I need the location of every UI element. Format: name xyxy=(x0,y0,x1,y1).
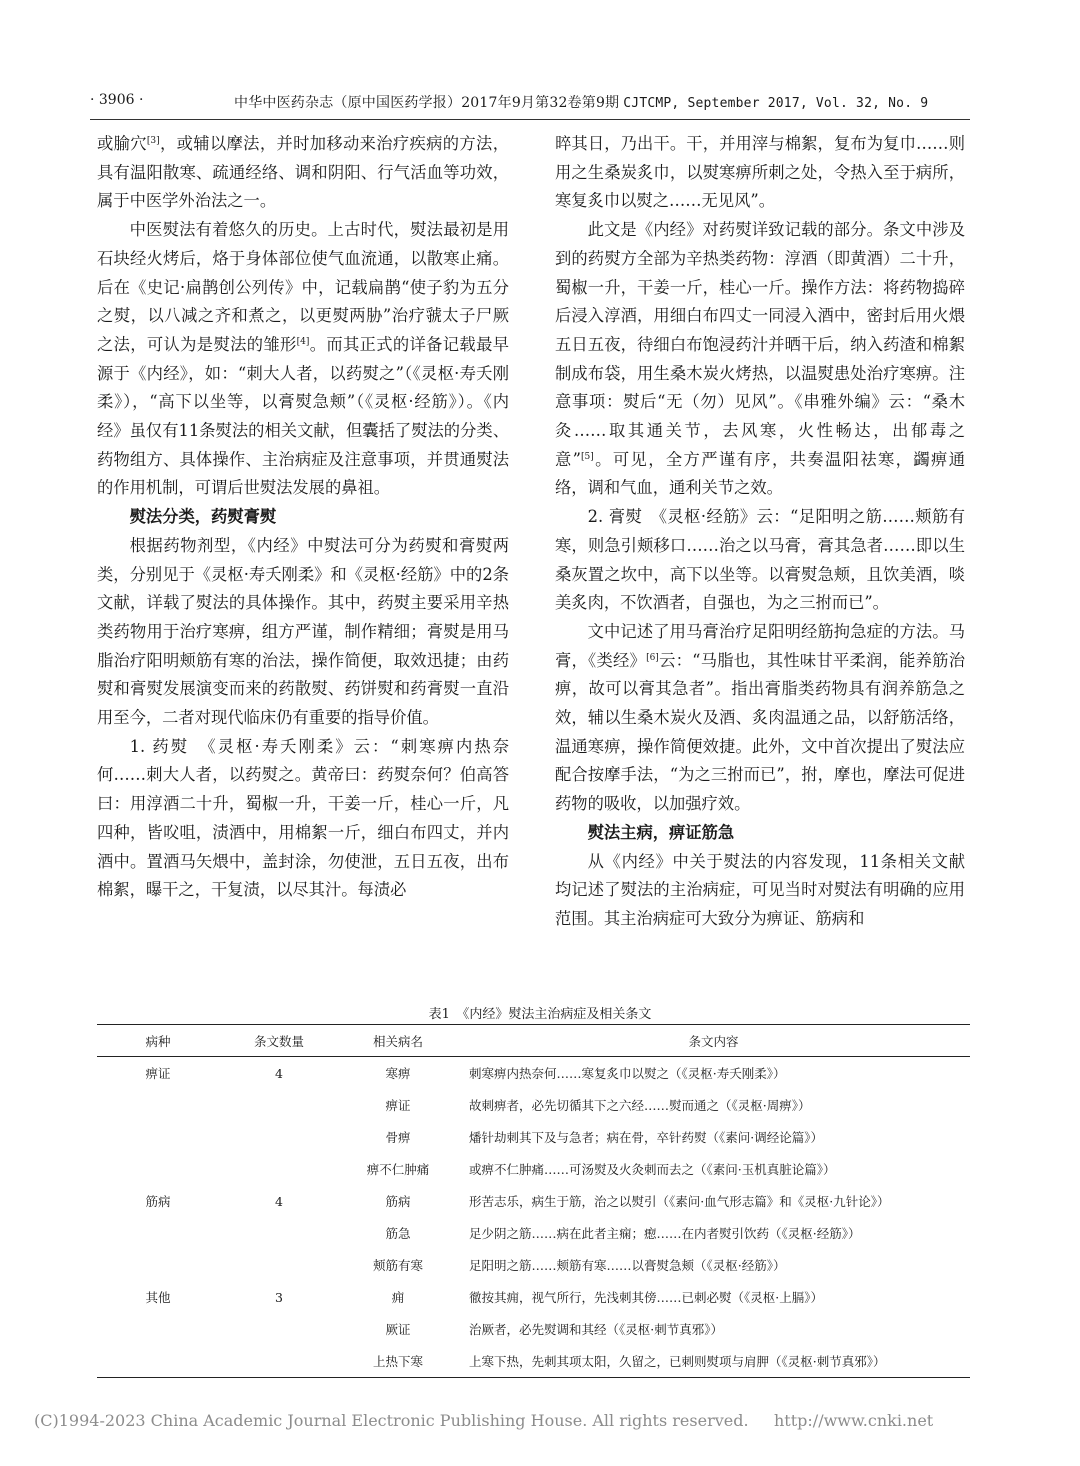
disease-name-cell: 厥证 xyxy=(385,1322,411,1337)
disease-name-cell: 颊筋有寒 xyxy=(372,1258,423,1273)
paragraph: 此文是《内经》对药熨详致记载的部分。条文中涉及到的药熨方全部为辛热类药物：淳酒（即黄酒）二十升，蜀椒一升，干姜一斤，桂心一斤。操作方法：将药物捣碎后浸入淳酒，用细白布四丈一同浸入酒中，密封后用火煨五日五夜，待细白布饱浸药汁并晒干后，纳入药渣和棉絮制成布袋，用生桑木炭火烤热，以温熨患处治疗寒痹。注意事项：熨后“无（勿）见风”。《串雅外编》云：“桑木灸……取其通关节，去风寒，火性畅达，出郁毒之意”[5]。可见，全方严谨有序，共奏温阳祛寒，蠲痹通络，调和气血，通利关节之效。 xyxy=(555,220,965,498)
table-row xyxy=(97,1249,970,1281)
disease-name-cell: 痹不仁肿痛 xyxy=(366,1162,430,1177)
paragraph: 从《内经》中关于熨法的内容发现，11条相关文献均记述了熨法的主治病症，可见当时对熨法有明确的应用范围。其主治病症可大致分为痹证、筋病和 xyxy=(555,851,965,928)
table-row xyxy=(97,1089,970,1121)
table-row xyxy=(97,1057,970,1090)
cnki-url: http://www.cnki.net xyxy=(774,1411,934,1430)
paragraph: 中医熨法有着悠久的历史。上古时代，熨法最初是用石块经火烤后，烙于身体部位使气血流通，以散寒止痛。后在《史记·扁鹊创公列传》中，记载扁鹊“使子豹为五分之熨，以八减之齐和煮之，以更熨两胁”治疗虢太子尸厥之法，可认为是熨法的雏形[4]。而其正式的详备记载最早源于《内经》，如：“刺大人者，以药熨之”（《灵枢·寿夭刚柔》），“高下以坐等，以膏熨急颊”（《灵枢·经筋》）。《内经》虽仅有11条熨法的相关文献，但囊括了熨法的分类、药物组方、具体操作、主治病症及注意事项，并贯通熨法的作用机制，可谓后世熨法发展的鼻祖。 xyxy=(97,220,509,498)
journal-title xyxy=(234,92,928,112)
content-cell: 足少阴之筋……病在此者主痫；瘛……在内者熨引饮药（《灵枢·经筋》） xyxy=(469,1226,861,1241)
content-cell: 故刺痹者，必先切循其下之六经……熨而通之（《灵枢·周痹》） xyxy=(469,1098,811,1113)
table-row xyxy=(97,1185,970,1217)
category-cell: 痹证 xyxy=(145,1066,171,1081)
column-header: 相关病名 xyxy=(339,1025,457,1057)
copyright-text: (C)1994-2023 China Academic Journal Electronic Publishing House. All rights reserved. xyxy=(34,1411,749,1430)
copyright-footer xyxy=(34,1411,933,1430)
disease-name-cell: 痈 xyxy=(391,1290,405,1305)
table-caption: 表1 《内经》熨法主治病症及相关条文 xyxy=(428,1007,652,1022)
running-header xyxy=(90,92,970,114)
citation: [6] xyxy=(646,652,659,663)
column-header: 病种 xyxy=(97,1025,219,1057)
content-cell: 或痹不仁肿痛……可汤熨及火灸刺而去之（《素问·玉机真脏论篇》） xyxy=(469,1162,836,1177)
journal-title-cn: 中华中医药杂志（原中国医药学报）2017年9月第32卷第9期 xyxy=(234,95,620,111)
content-cell: 治厥者，必先熨调和其经（《灵枢·刺节真邪》） xyxy=(469,1322,723,1337)
category-cell: 筋病 xyxy=(145,1194,171,1209)
paragraph: 1. 药熨 《灵枢·寿夭刚柔》云：“刺寒痹内热奈何……刺大人者，以药熨之。黄帝曰：药熨奈何？伯高答曰：用淳酒二十升，蜀椒一升，干姜一斤，桂心一斤，凡四种，皆㕮咀，渍酒中，用棉絮一斤，细白布四丈，并内酒中。置酒马矢煨中，盖封涂，勿使泄，五日五夜，出布棉絮，曝干之，干复渍，以尽其汁。每渍必 xyxy=(97,736,509,900)
content-cell: 上寒下热，先刺其项太阳，久留之，已刺则熨项与肩胛（《灵枢·刺节真邪》） xyxy=(457,1345,970,1378)
category-cell: 其他 xyxy=(145,1290,171,1305)
citation: [4] xyxy=(296,336,310,347)
disease-name-cell: 骨痹 xyxy=(385,1130,411,1145)
paragraph: 2. 膏熨 《灵枢·经筋》云：“足阳明之筋……颊筋有寒，则急引颊移口……治之以马膏，膏其急者……即以生桑灰置之坎中，高下以坐等。以膏熨急颊，且饮美酒，啖美炙肉，不饮酒者，自强也，为之三拊而已”。 xyxy=(555,507,965,613)
citation: [3] xyxy=(146,136,160,146)
column-header: 条文内容 xyxy=(457,1025,970,1057)
paragraph: 或腧穴[3]，或辅以摩法，并时加移动来治疗疾病的方法，具有温阳散寒、疏通经络、调和阴阳、行气活血等功效，属于中医学外治法之一。 xyxy=(97,134,509,211)
column-header: 条文数量 xyxy=(219,1025,339,1057)
page-number: · 3906 · xyxy=(90,92,144,108)
data-table xyxy=(97,1024,970,1378)
content-cell: 足阳明之筋……颊筋有寒……以膏熨急颊（《灵枢·经筋》） xyxy=(469,1258,786,1273)
paragraph: 晬其日，乃出干。干，并用滓与棉絮，复布为复巾……则用之生桑炭炙巾，以熨寒痹所刺之处，令热入至于病所，寒复炙巾以熨之……无见风”。 xyxy=(555,134,965,211)
table-row xyxy=(97,1121,970,1153)
right-column xyxy=(555,130,965,934)
disease-name-cell: 寒痹 xyxy=(385,1066,411,1081)
paragraph: 文中记述了用马膏治疗足阳明经筋拘急症的方法。马膏，《类经》[6]云：“马脂也，其性味甘平柔润，能养筋治痹，故可以膏其急者”。指出膏脂类药物具有润养筋急之效，辅以生桑木炭火及酒、炙肉温通之品，以舒筋活络，温通寒痹，操作简便效捷。此外，文中首次提出了熨法应配合按摩手法，“为之三拊而已”，拊，摩也，摩法可促进药物的吸收，以加强疗效。 xyxy=(555,621,965,814)
paragraph: 根据药物剂型，《内经》中熨法可分为药熨和膏熨两类，分别见于《灵枢·寿夭刚柔》和《灵枢·经筋》中的2条文献，详载了熨法的具体操作。其中，药熨主要采用辛热类药物用于治疗寒痹，组方严谨，制作精细；膏熨是用马脂治疗阳明颊筋有寒的治法，操作简便，取效迅捷；由药熨和膏熨发展演变而来的药散熨、药饼熨和药膏熨一直沿用至今，二者对现代临床仍有重要的指导价值。 xyxy=(97,535,509,728)
left-column xyxy=(97,130,509,905)
content-cell: 刺寒痹内热奈何……寒复炙巾以熨之（《灵枢·寿夭刚柔》） xyxy=(469,1066,786,1081)
table-row xyxy=(97,1313,970,1345)
table-header-row xyxy=(97,1025,970,1057)
section-heading: 熨法主病，痹证筋急 xyxy=(587,822,735,842)
content-cell: 徹按其痈，视气所行，先浅刺其傍……已刺必熨（《灵枢·上膈》） xyxy=(469,1290,823,1305)
table-row xyxy=(97,1153,970,1185)
disease-name-cell: 筋病 xyxy=(385,1194,411,1209)
disease-name-cell: 上热下寒 xyxy=(339,1345,457,1378)
count-cell: 4 xyxy=(275,1193,283,1209)
citation: [5] xyxy=(581,451,594,462)
content-cell: 燔针劫刺其下及与急者；病在骨，卒针药熨（《素问·调经论篇》） xyxy=(469,1130,823,1145)
disease-name-cell: 痹证 xyxy=(385,1098,411,1113)
section-heading: 熨法分类，药熨膏熨 xyxy=(129,507,277,527)
count-cell: 3 xyxy=(275,1289,283,1305)
disease-name-cell: 筋急 xyxy=(385,1226,411,1241)
count-cell: 4 xyxy=(275,1065,283,1081)
table-row xyxy=(97,1345,970,1378)
header-rule xyxy=(90,119,970,120)
journal-title-en: CJTCMP, September 2017, Vol. 32, No. 9 xyxy=(623,96,929,111)
table-row xyxy=(97,1281,970,1313)
table-row xyxy=(97,1217,970,1249)
content-cell: 形苦志乐，病生于筋，治之以熨引（《素问·血气形志篇》和《灵枢·九针论》） xyxy=(469,1194,890,1209)
